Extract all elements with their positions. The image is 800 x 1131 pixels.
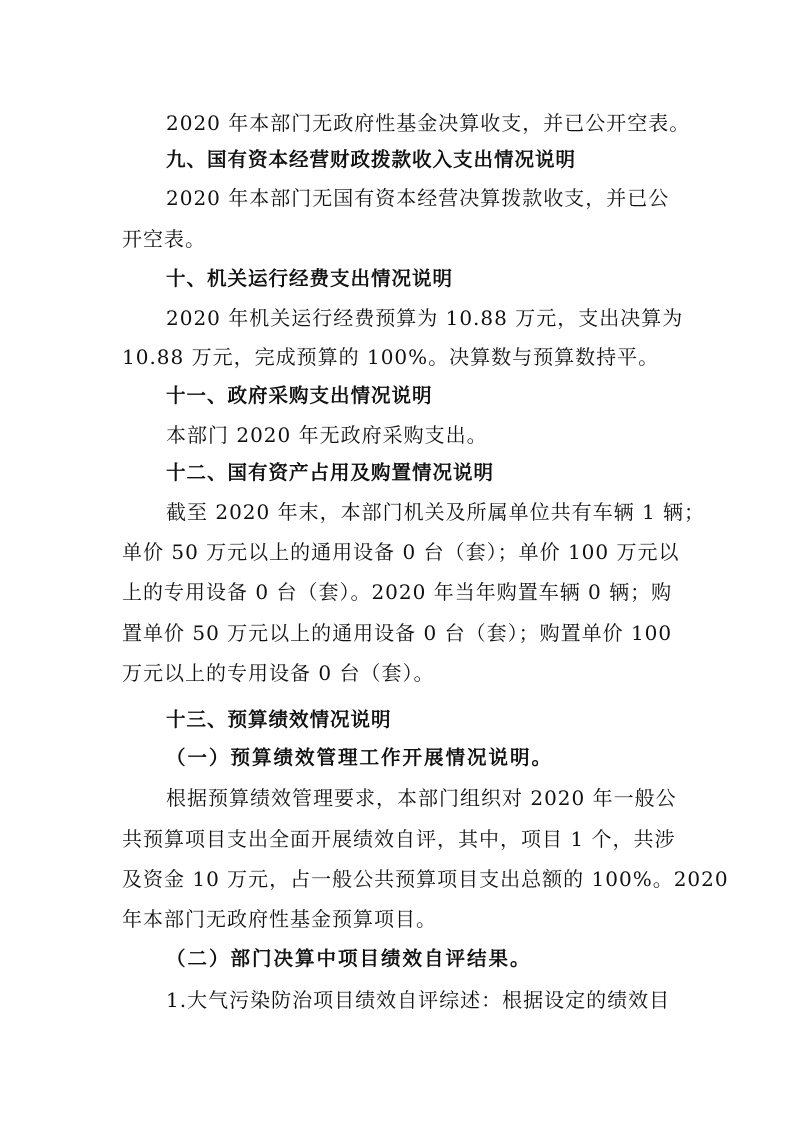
paragraph-performance-line-3: 及资金 10 万元，占一般公共预算项目支出总额的 100%。2020	[122, 867, 729, 891]
paragraph-operating-line-1: 2020 年机关运行经费预算为 10.88 万元，支出决算为	[166, 306, 684, 330]
paragraph-performance-line-1: 根据预算绩效管理要求，本部门组织对 2020 年一般公	[166, 786, 677, 810]
paragraph-capital-line-2: 开空表。	[122, 227, 206, 251]
paragraph-procurement-line: 本部门 2020 年无政府采购支出。	[166, 423, 488, 447]
paragraph-air-pollution-line: 1.大气污染防治项目绩效自评综述：根据设定的绩效目	[166, 988, 671, 1012]
paragraph-capital-line-1: 2020 年本部门无国有资本经营决算拨款收支，并已公	[166, 186, 670, 210]
section-heading-10: 十、机关运行经费支出情况说明	[166, 267, 454, 290]
paragraph-assets-line-3: 上的专用设备 0 台（套）。2020 年当年购置车辆 0 辆；购	[122, 580, 673, 604]
section-heading-12: 十二、国有资产占用及购置情况说明	[166, 461, 495, 484]
section-heading-11: 十一、政府采购支出情况说明	[166, 384, 433, 407]
paragraph-govfund-line: 2020 年本部门无政府性基金决算收支，并已公开空表。	[166, 111, 691, 135]
paragraph-assets-line-2: 单价 50 万元以上的通用设备 0 台（套）；单价 100 万元以	[122, 540, 680, 564]
subsection-heading-2: （二）部门决算中项目绩效自评结果。	[166, 947, 532, 970]
paragraph-operating-line-2: 10.88 万元，完成预算的 100%。决算数与预算数持平。	[122, 345, 660, 369]
section-heading-13: 十三、预算绩效情况说明	[166, 708, 392, 731]
paragraph-assets-line-5: 万元以上的专用设备 0 台（套）。	[122, 661, 435, 685]
paragraph-assets-line-1: 截至 2020 年末，本部门机关及所属单位共有车辆 1 辆；	[166, 500, 706, 524]
paragraph-performance-line-2: 共预算项目支出全面开展绩效自评，其中，项目 1 个，共涉	[122, 827, 676, 851]
paragraph-assets-line-4: 置单价 50 万元以上的通用设备 0 台（套）；购置单价 100	[122, 621, 673, 645]
subsection-heading-1: （一）预算绩效管理工作开展情况说明。	[166, 746, 554, 769]
section-heading-9: 九、国有资本经营财政拨款收入支出情况说明	[166, 148, 577, 171]
paragraph-performance-line-4: 年本部门无政府性基金预算项目。	[122, 907, 437, 931]
